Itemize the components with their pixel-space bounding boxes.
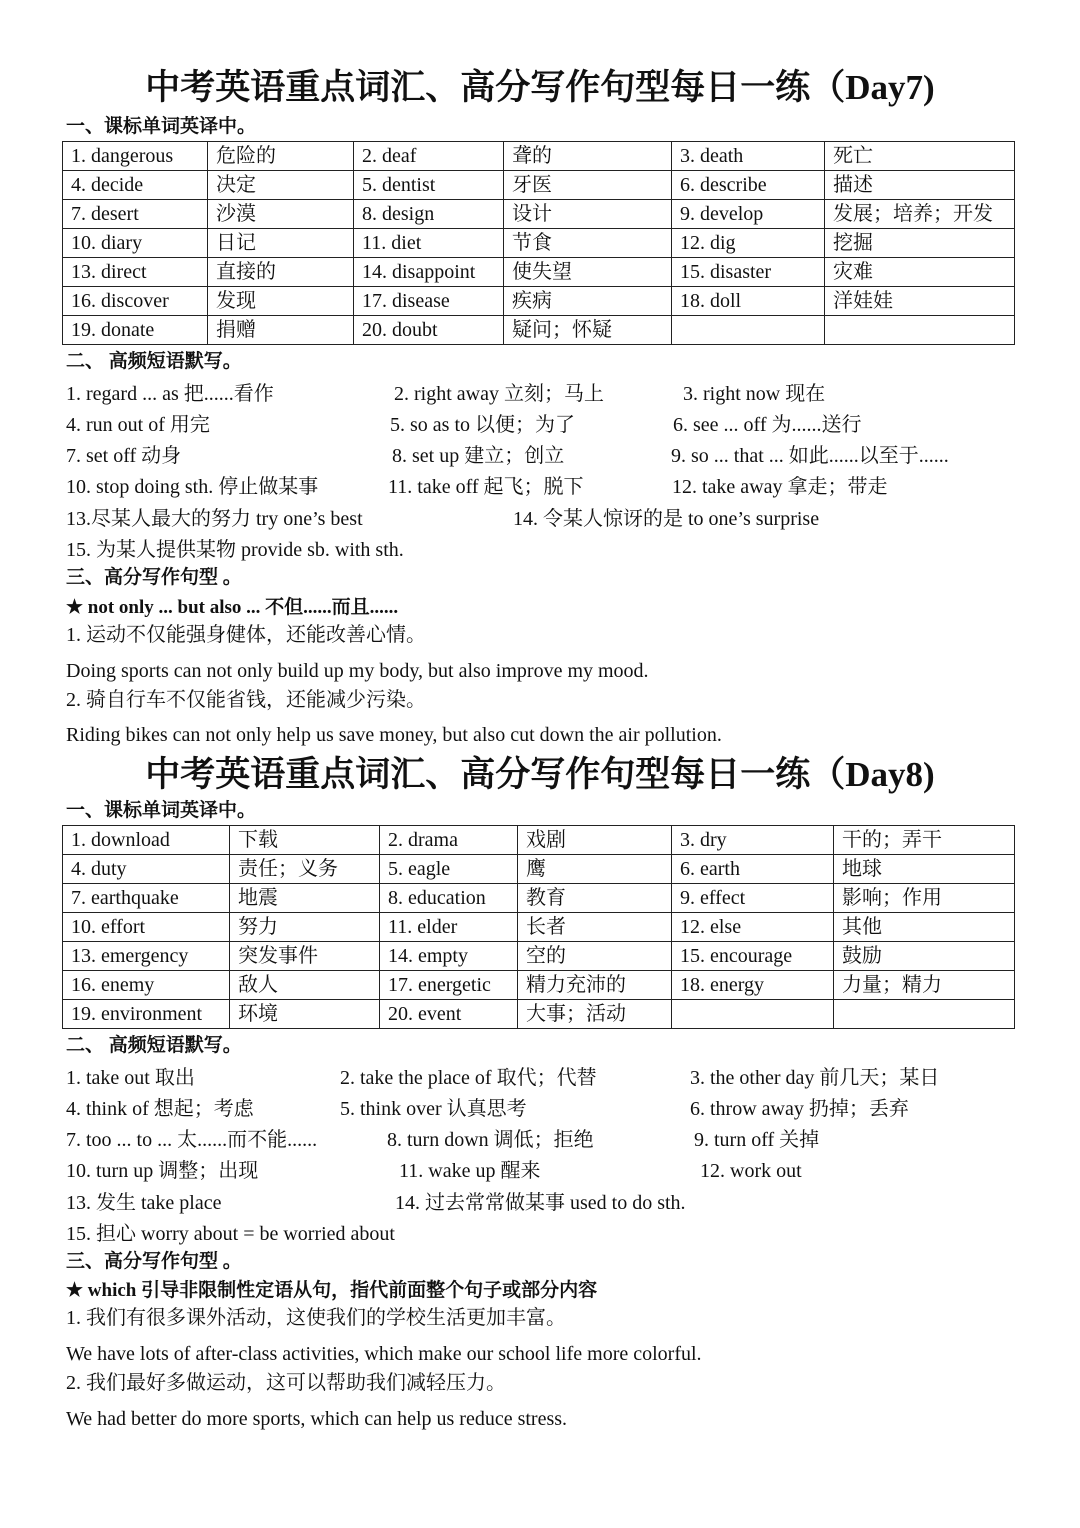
vocab-meaning: 责任；义务 — [230, 855, 380, 884]
vocab-meaning: 大事；活动 — [518, 1000, 672, 1029]
vocab-meaning: 灾难 — [825, 258, 1015, 287]
vocab-word: 18. doll — [672, 287, 825, 316]
phrase-item: 9. so ... that ... 如此......以至于...... — [671, 445, 949, 467]
phrase-item: 3. the other day 前几天；某日 — [690, 1067, 940, 1089]
vocab-meaning: 地球 — [834, 855, 1015, 884]
vocab-word: 4. duty — [63, 855, 230, 884]
vocab-meaning — [834, 1000, 1015, 1029]
table-row — [63, 942, 1015, 971]
vocab-meaning: 死亡 — [825, 142, 1015, 171]
vocab-word: 3. death — [672, 142, 825, 171]
vocab-meaning: 发展；培养；开发 — [825, 200, 1015, 229]
vocab-word: 15. disaster — [672, 258, 825, 287]
vocab-word: 20. doubt — [354, 316, 504, 345]
phrase-item: 8. turn down 调低；拒绝 — [387, 1129, 594, 1151]
vocab-word: 6. describe — [672, 171, 825, 200]
table-row — [63, 855, 1015, 884]
vocab-meaning: 突发事件 — [230, 942, 380, 971]
phrase-item: 13.尽某人最大的努力 try one’s best — [66, 508, 363, 530]
vocab-word: 1. download — [63, 826, 230, 855]
vocab-word: 3. dry — [672, 826, 834, 855]
vocab-word: 14. disappoint — [354, 258, 504, 287]
day8-sentence1-cn: 1. 我们有很多课外活动，这使我们的学校生活更加丰富。 — [66, 1307, 566, 1329]
vocab-word: 11. diet — [354, 229, 504, 258]
phrase-item: 7. set off 动身 — [66, 445, 182, 467]
vocab-word: 5. dentist — [354, 171, 504, 200]
vocab-word: 20. event — [380, 1000, 518, 1029]
vocab-word: 10. effort — [63, 913, 230, 942]
day8-title: 中考英语重点词汇、高分写作句型每日一练（Day8) — [145, 755, 935, 794]
vocab-meaning: 教育 — [518, 884, 672, 913]
phrase-item: 10. stop doing sth. 停止做某事 — [66, 476, 319, 498]
vocab-word: 16. discover — [63, 287, 208, 316]
day7-section3-heading: 三、高分写作句型 。 — [66, 567, 242, 588]
vocab-meaning: 鹰 — [518, 855, 672, 884]
vocab-word: 18. energy — [672, 971, 834, 1000]
vocab-word: 2. drama — [380, 826, 518, 855]
day8-sentence-pattern: ★ which 引导非限制性定语从句，指代前面整个句子或部分内容 — [66, 1280, 598, 1301]
day8-sentence2-en: We had better do more sports, which can help us reduce stress. — [66, 1408, 568, 1430]
vocab-word: 17. disease — [354, 287, 504, 316]
vocab-word — [672, 1000, 834, 1029]
vocab-meaning: 危险的 — [208, 142, 354, 171]
vocab-word: 19. donate — [63, 316, 208, 345]
vocab-meaning: 环境 — [230, 1000, 380, 1029]
table-row — [63, 884, 1015, 913]
vocab-word: 12. else — [672, 913, 834, 942]
phrase-item: 1. regard ... as 把......看作 — [66, 383, 274, 405]
table-row — [63, 258, 1015, 287]
vocab-word: 13. direct — [63, 258, 208, 287]
table-row — [63, 287, 1015, 316]
phrase-item: 2. right away 立刻；马上 — [394, 383, 604, 405]
day8-section2-heading: 二、 高频短语默写。 — [66, 1035, 242, 1056]
day8-sentence2-cn: 2. 我们最好多做运动，这可以帮助我们减轻压力。 — [66, 1372, 506, 1394]
phrase-item: 1. take out 取出 — [66, 1067, 195, 1089]
vocab-meaning: 疑问；怀疑 — [504, 316, 672, 345]
vocab-meaning: 努力 — [230, 913, 380, 942]
vocab-meaning: 干的；弄干 — [834, 826, 1015, 855]
vocab-word: 16. enemy — [63, 971, 230, 1000]
vocab-meaning: 下载 — [230, 826, 380, 855]
phrase-item: 13. 发生 take place — [66, 1192, 222, 1214]
day7-sentence-pattern: ★ not only ... but also ... 不但......而且...... — [66, 597, 399, 618]
vocab-word: 4. decide — [63, 171, 208, 200]
phrase-item: 14. 过去常常做某事 used to do sth. — [395, 1192, 686, 1214]
table-row — [63, 200, 1015, 229]
vocab-word — [672, 316, 825, 345]
vocab-meaning: 设计 — [504, 200, 672, 229]
vocab-word: 15. encourage — [672, 942, 834, 971]
vocab-meaning: 捐赠 — [208, 316, 354, 345]
phrase-item: 4. run out of 用完 — [66, 414, 210, 436]
day7-title: 中考英语重点词汇、高分写作句型每日一练（Day7) — [145, 68, 935, 107]
vocab-meaning: 日记 — [208, 229, 354, 258]
vocab-word: 5. eagle — [380, 855, 518, 884]
table-row — [63, 171, 1015, 200]
vocab-word: 10. diary — [63, 229, 208, 258]
vocab-meaning: 使失望 — [504, 258, 672, 287]
vocab-meaning: 发现 — [208, 287, 354, 316]
vocab-word: 13. emergency — [63, 942, 230, 971]
vocab-meaning: 鼓励 — [834, 942, 1015, 971]
vocab-meaning: 影响；作用 — [834, 884, 1015, 913]
vocab-meaning: 牙医 — [504, 171, 672, 200]
vocab-meaning: 地震 — [230, 884, 380, 913]
phrase-item: 4. think of 想起；考虑 — [66, 1098, 254, 1120]
day7-sentence2-en: Riding bikes can not only help us save money, but also cut down the air pollution. — [66, 724, 722, 746]
phrase-item: 10. turn up 调整；出现 — [66, 1160, 259, 1182]
phrase-item: 6. see ... off 为......送行 — [673, 414, 862, 436]
day8-sentence1-en: We have lots of after-class activities, which make our school life more colorful. — [66, 1343, 702, 1365]
day8-section3-heading: 三、高分写作句型 。 — [66, 1251, 242, 1272]
vocab-meaning: 疾病 — [504, 287, 672, 316]
phrase-item: 2. take the place of 取代；代替 — [340, 1067, 597, 1089]
phrase-item: 12. work out — [700, 1160, 802, 1182]
phrase-item: 3. right now 现在 — [683, 383, 826, 405]
table-row — [63, 1000, 1015, 1029]
phrase-item: 7. too ... to ... 太......而不能...... — [66, 1129, 318, 1151]
day7-sentence1-en: Doing sports can not only build up my body, but also improve my mood. — [66, 660, 649, 682]
phrase-item: 11. wake up 醒来 — [399, 1160, 541, 1182]
vocab-meaning: 描述 — [825, 171, 1015, 200]
vocab-meaning: 长者 — [518, 913, 672, 942]
phrase-item: 15. 为某人提供某物 provide sb. with sth. — [66, 539, 404, 561]
table-row — [63, 971, 1015, 1000]
day7-vocab-table — [62, 141, 1015, 345]
vocab-meaning: 精力充沛的 — [518, 971, 672, 1000]
vocab-word: 1. dangerous — [63, 142, 208, 171]
vocab-meaning: 聋的 — [504, 142, 672, 171]
vocab-meaning: 其他 — [834, 913, 1015, 942]
vocab-word: 2. deaf — [354, 142, 504, 171]
phrase-item: 11. take off 起飞；脱下 — [388, 476, 584, 498]
day7-section2-heading: 二、 高频短语默写。 — [66, 351, 242, 372]
table-row — [63, 826, 1015, 855]
vocab-word: 12. dig — [672, 229, 825, 258]
vocab-meaning: 敌人 — [230, 971, 380, 1000]
day7-sentence2-cn: 2. 骑自行车不仅能省钱，还能减少污染。 — [66, 689, 426, 711]
vocab-meaning: 戏剧 — [518, 826, 672, 855]
vocab-meaning: 挖掘 — [825, 229, 1015, 258]
vocab-word: 9. develop — [672, 200, 825, 229]
phrase-item: 14. 令某人惊讶的是 to one’s surprise — [513, 508, 820, 530]
vocab-meaning: 空的 — [518, 942, 672, 971]
vocab-word: 8. design — [354, 200, 504, 229]
phrase-item: 8. set up 建立；创立 — [392, 445, 565, 467]
day7-section1-heading: 一、课标单词英译中。 — [66, 116, 257, 137]
vocab-meaning: 决定 — [208, 171, 354, 200]
table-row — [63, 229, 1015, 258]
vocab-word: 14. empty — [380, 942, 518, 971]
table-row — [63, 142, 1015, 171]
vocab-meaning: 力量；精力 — [834, 971, 1015, 1000]
day8-section1-heading: 一、课标单词英译中。 — [66, 800, 257, 821]
phrase-item: 12. take away 拿走；带走 — [672, 476, 888, 498]
vocab-word: 7. earthquake — [63, 884, 230, 913]
vocab-meaning: 节食 — [504, 229, 672, 258]
vocab-meaning: 直接的 — [208, 258, 354, 287]
phrase-item: 5. think over 认真思考 — [340, 1098, 527, 1120]
table-row — [63, 316, 1015, 345]
vocab-word: 7. desert — [63, 200, 208, 229]
phrase-item: 9. turn off 关掉 — [694, 1129, 820, 1151]
phrase-item: 5. so as to 以便；为了 — [390, 414, 575, 436]
vocab-word: 9. effect — [672, 884, 834, 913]
vocab-word: 17. energetic — [380, 971, 518, 1000]
phrase-item: 6. throw away 扔掉；丢弃 — [690, 1098, 909, 1120]
day7-sentence1-cn: 1. 运动不仅能强身健体，还能改善心情。 — [66, 624, 426, 646]
day8-vocab-table — [62, 825, 1015, 1029]
vocab-meaning — [825, 316, 1015, 345]
vocab-word: 19. environment — [63, 1000, 230, 1029]
table-row — [63, 913, 1015, 942]
vocab-word: 6. earth — [672, 855, 834, 884]
vocab-word: 11. elder — [380, 913, 518, 942]
phrase-item: 15. 担心 worry about = be worried about — [66, 1223, 395, 1245]
vocab-meaning: 洋娃娃 — [825, 287, 1015, 316]
vocab-meaning: 沙漠 — [208, 200, 354, 229]
vocab-word: 8. education — [380, 884, 518, 913]
